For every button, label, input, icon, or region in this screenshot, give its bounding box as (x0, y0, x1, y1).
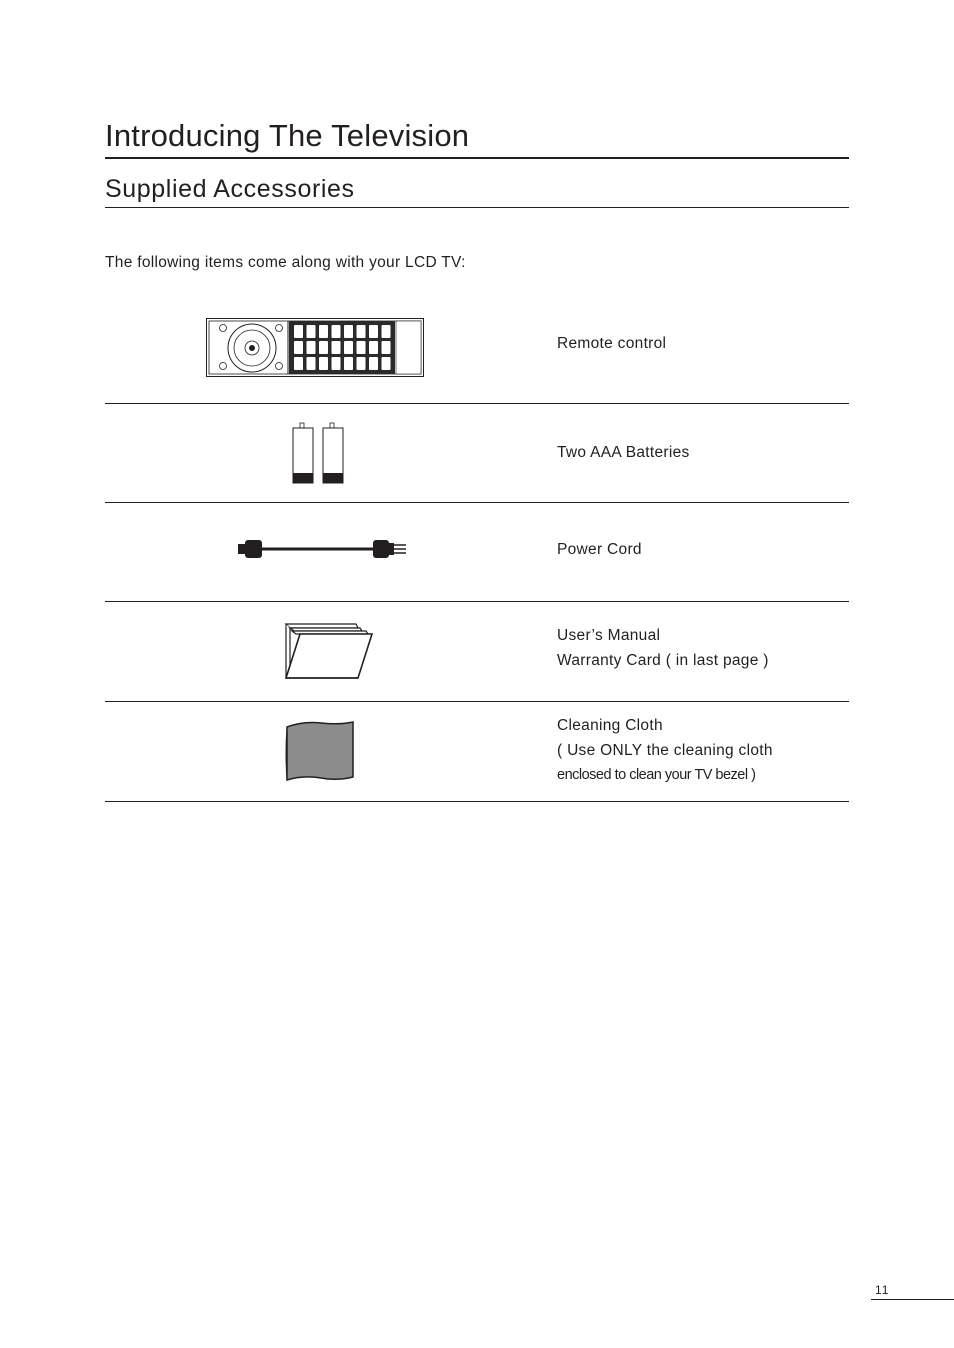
remote-key (382, 357, 391, 370)
page-number: 11 (875, 1283, 890, 1297)
remote-key (357, 341, 366, 354)
item-line: Remote control (557, 335, 667, 352)
remote-key (369, 325, 378, 338)
page-number-rule (871, 1299, 954, 1300)
cleaning-cloth-icon (283, 719, 357, 783)
remote-key (332, 341, 341, 354)
remote-key (357, 357, 366, 370)
intro-text: The following items come along with your LCD TV: (105, 254, 466, 271)
title-rule (105, 157, 849, 159)
row-divider (105, 701, 849, 702)
remote-key (382, 325, 391, 338)
row-divider (105, 502, 849, 503)
item-line: enclosed to clean your TV bezel ) (557, 767, 756, 783)
power-cord-icon (236, 536, 410, 562)
row-divider (105, 801, 849, 802)
row-divider (105, 403, 849, 404)
page-title: Introducing The Television (105, 118, 470, 153)
item-label-power-cord (557, 537, 642, 562)
remote-key (319, 357, 328, 370)
manual-folder-icon (282, 620, 374, 682)
remote-key (369, 357, 378, 370)
item-line: Power Cord (557, 541, 642, 558)
remote-key (294, 357, 303, 370)
section-rule (105, 207, 849, 208)
remote-key (357, 325, 366, 338)
item-line: User’s Manual (557, 627, 661, 644)
remote-key (294, 341, 303, 354)
remote-key (369, 341, 378, 354)
remote-key (344, 341, 353, 354)
remote-key (319, 325, 328, 338)
row-divider (105, 601, 849, 602)
item-label-cloth (557, 713, 773, 788)
remote-key (294, 325, 303, 338)
remote-key (307, 325, 316, 338)
item-line: Two AAA Batteries (557, 444, 690, 461)
item-line: Warranty Card ( in last page ) (557, 652, 769, 669)
remote-key (332, 325, 341, 338)
item-line: Cleaning Cloth (557, 717, 663, 734)
item-label-manual (557, 623, 769, 673)
section-title: Supplied Accessories (105, 175, 355, 203)
remote-key (344, 325, 353, 338)
batteries-icon (291, 422, 347, 484)
item-label-remote (557, 331, 666, 356)
remote-key (307, 341, 316, 354)
remote-key (382, 341, 391, 354)
item-line: ( Use ONLY the cleaning cloth (557, 742, 773, 759)
remote-key (332, 357, 341, 370)
item-label-batteries (557, 440, 690, 465)
remote-key (344, 357, 353, 370)
remote-control-icon (206, 318, 424, 377)
remote-key (307, 357, 316, 370)
remote-key (319, 341, 328, 354)
